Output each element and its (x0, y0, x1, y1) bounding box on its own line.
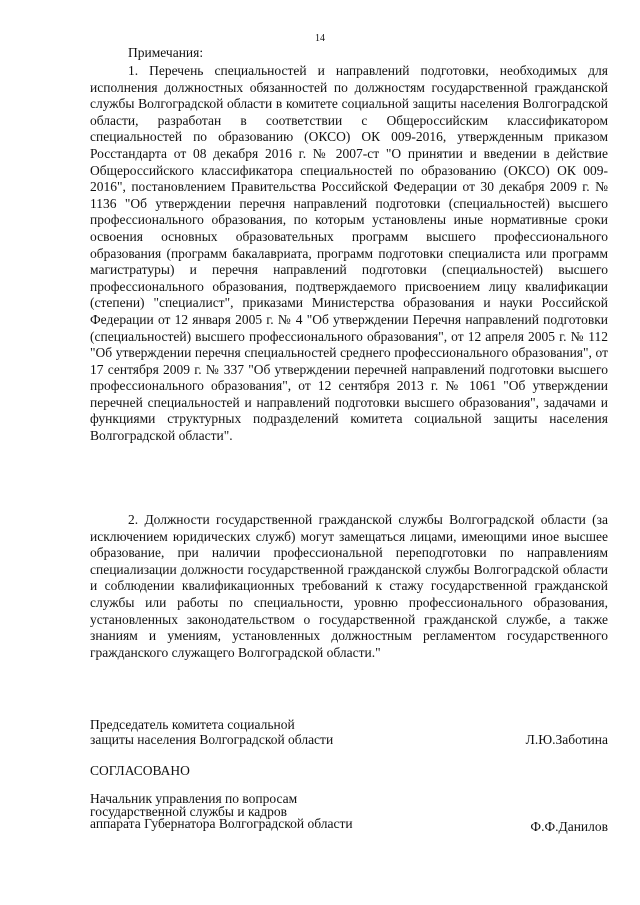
chair-title-line-2: защиты населения Волгоградской области (90, 732, 334, 747)
note-paragraph-1: 1. Перечень специальностей и направлений подготовки, необходимых для исполнения должностных обязанностей по должностям государственной гражданской службы Волгоградской области в комитете социальной защиты населения Волгоградской области, разработан в соответствии с Общероссийским классификатором специальностей по образованию (ОКСО) ОК 009-2016, утвержденным приказом Росстандарта от 08 декабря 2016 г. № 2007-ст "О принятии и введении в действие Общероссийского классификатора специальностей по образованию (ОКСО) ОК 009-2016", постановлением Правительства Российской Федерации от 30 декабря 2009 г. № 1136 "Об утверждении перечня направлений подготовки (специальностей) высшего профессионального образования, по которым установлены иные нормативные сроки освоения основных образовательных программ высшего профессионального образования (программ бакалавриата, программ подготовки специалиста или программ магистратуры) и перечня направлений подготовки (специальностей) высшего профессионального образования, подтверждаемого присвоением лицу квалификации (степени) "специалист", приказами Министерства образования и науки Российской Федерации от 12 января 2005 г. № 4 "Об утверждении Перечня направлений подготовки (специальностей) высшего профессионального образования", от 12 апреля 2005 г. № 112 "Об утверждении перечня специальностей среднего профессионального образования", от 17 сентября 2009 г. № 337 "Об утверждении перечней направлений подготовки высшего профессионального образования", от 12 сентября 2013 г. № 1061 "Об утверждении перечней специальностей и направлений подготовки высшего образования", задачами и функциями структурных подразделений комитета социальной защиты населения Волгоградской области". (90, 63, 608, 444)
chair-signature-block (90, 717, 608, 747)
notes-title: Примечания: (128, 45, 204, 60)
head-signature-block (90, 791, 608, 834)
page-number: 14 (315, 33, 325, 44)
approved-heading: СОГЛАСОВАНО (90, 763, 190, 778)
head-name: Ф.Ф.Данилов (530, 819, 608, 834)
note-paragraph-2: 2. Должности государственной гражданской службы Волгоградской области (за исключением юридических служб) могут замещаться лицами, имеющими иное высшее образование, при наличии профессиональной переподготовки по направлениям специализации должности государственной гражданской службы Волгоградской области и соблюдении квалификационных требований к стажу государственной гражданской службы или работы по специальности, уровню профессионального образования, установленных законодательством о государственной гражданской службе, а также знаниям и умениям, установленных должностным регламентом государственного гражданского служащего Волгоградской области." (90, 512, 608, 660)
chair-title-line-1: Председатель комитета социальной (90, 717, 295, 732)
chair-name: Л.Ю.Заботина (525, 732, 608, 747)
head-title-line-1: Начальник управления по вопросам (90, 791, 298, 806)
head-title-line-2: государственной службы и кадров (90, 803, 288, 819)
head-title-line-3: аппарата Губернатора Волгоградской области (90, 816, 353, 831)
